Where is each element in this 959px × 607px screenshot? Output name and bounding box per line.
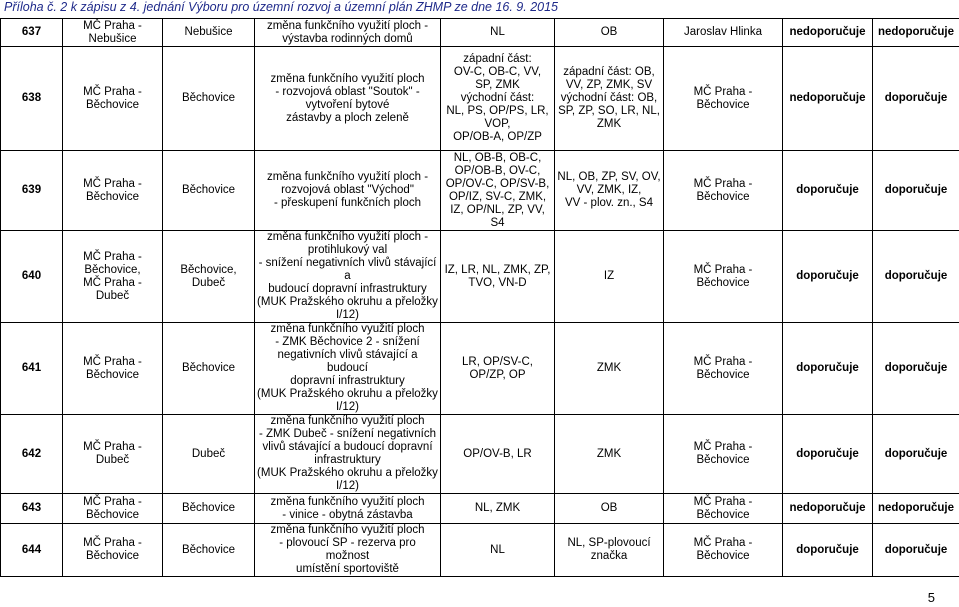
table-row (1, 19, 959, 47)
position-2-cell: doporučuje (873, 524, 959, 577)
current-use-cell: NL (441, 524, 555, 577)
proposed-use-cell: ZMK (555, 415, 664, 494)
position-2-cell: doporučuje (873, 47, 959, 151)
submitter-cell: MČ Praha - Běchovice (664, 524, 783, 577)
change-description-cell: změna funkčního využití ploch - vinice - obytná zástavba (255, 494, 441, 524)
applicant-cell: MČ Praha - Běchovice, MČ Praha - Dubeč (63, 231, 163, 323)
position-2-cell: nedoporučuje (873, 494, 959, 524)
current-use-cell: OP/OV-B, LR (441, 415, 555, 494)
proposed-use-cell: IZ (555, 231, 664, 323)
submitter-cell: MČ Praha - Běchovice (664, 494, 783, 524)
current-use-cell: západní část: OV-C, OB-C, VV, SP, ZMK východní část: NL, PS, OP/PS, LR, VOP, OP/OB-A, OP/ZP (441, 47, 555, 151)
cadastral-area-cell: Dubeč (163, 415, 255, 494)
proposed-use-cell: ZMK (555, 323, 664, 415)
position-2-cell: doporučuje (873, 151, 959, 231)
page-number: 5 (927, 590, 935, 605)
position-1-cell: doporučuje (783, 151, 873, 231)
applicant-cell: MČ Praha - Dubeč (63, 415, 163, 494)
row-number: 643 (1, 494, 63, 524)
submitter-cell: MČ Praha - Běchovice (664, 415, 783, 494)
cadastral-area-cell: Běchovice (163, 47, 255, 151)
table-row (1, 524, 959, 577)
applicant-cell: MČ Praha - Běchovice (63, 524, 163, 577)
position-2-cell: nedoporučuje (873, 19, 959, 47)
applicant-cell: MČ Praha - Nebušice (63, 19, 163, 47)
cadastral-area-cell: Běchovice (163, 494, 255, 524)
applicant-cell: MČ Praha - Běchovice (63, 494, 163, 524)
change-description-cell: změna funkčního využití ploch - rozvojová oblast "Soutok" - vytvoření bytové zástavby a ploch zeleně (255, 47, 441, 151)
row-number: 642 (1, 415, 63, 494)
position-1-cell: doporučuje (783, 231, 873, 323)
submitter-cell: MČ Praha - Běchovice (664, 323, 783, 415)
position-2-cell: doporučuje (873, 323, 959, 415)
applicant-cell: MČ Praha - Běchovice (63, 323, 163, 415)
row-number: 640 (1, 231, 63, 323)
submitter-cell: MČ Praha - Běchovice (664, 47, 783, 151)
proposed-use-cell: NL, OB, ZP, SV, OV, VV, ZMK, IZ, VV - plov. zn., S4 (555, 151, 664, 231)
current-use-cell: NL (441, 19, 555, 47)
table-row (1, 415, 959, 494)
cadastral-area-cell: Běchovice, Dubeč (163, 231, 255, 323)
change-description-cell: změna funkčního využití ploch - výstavba rodinných domů (255, 19, 441, 47)
submitter-cell: Jaroslav Hlinka (664, 19, 783, 47)
applicant-cell: MČ Praha - Běchovice (63, 151, 163, 231)
row-number: 637 (1, 19, 63, 47)
change-description-cell: změna funkčního využití ploch - rozvojová oblast "Východ" - přeskupení funkčních ploch (255, 151, 441, 231)
applicant-cell: MČ Praha - Běchovice (63, 47, 163, 151)
cadastral-area-cell: Běchovice (163, 151, 255, 231)
table-row (1, 47, 959, 151)
row-number: 641 (1, 323, 63, 415)
change-description-cell: změna funkčního využití ploch - ZMK Dubeč - snížení negativních vlivů stávající a budoucí dopravní infrastruktury (MUK Pražského okruhu a přeložky I/12) (255, 415, 441, 494)
proposed-use-cell: OB (555, 494, 664, 524)
current-use-cell: LR, OP/SV-C, OP/ZP, OP (441, 323, 555, 415)
row-number: 638 (1, 47, 63, 151)
table-row (1, 151, 959, 231)
cadastral-area-cell: Běchovice (163, 524, 255, 577)
change-description-cell: změna funkčního využití ploch - ZMK Běchovice 2 - snížení negativních vlivů stávající a budoucí dopravní infrastruktury (MUK Pražského okruhu a přeložky I/12) (255, 323, 441, 415)
table-row (1, 494, 959, 524)
submitter-cell: MČ Praha - Běchovice (664, 151, 783, 231)
position-1-cell: doporučuje (783, 524, 873, 577)
cadastral-area-cell: Běchovice (163, 323, 255, 415)
position-2-cell: doporučuje (873, 231, 959, 323)
table-row (1, 231, 959, 323)
row-number: 644 (1, 524, 63, 577)
proposals-table (0, 18, 959, 577)
position-1-cell: nedoporučuje (783, 494, 873, 524)
position-2-cell: doporučuje (873, 415, 959, 494)
change-description-cell: změna funkčního využití ploch - plovoucí SP - rezerva pro možnost umístění sportoviště (255, 524, 441, 577)
current-use-cell: NL, OB-B, OB-C, OP/OB-B, OV-C, OP/OV-C, OP/SV-B, OP/IZ, SV-C, ZMK, IZ, OP/NL, ZP, VV, S4 (441, 151, 555, 231)
current-use-cell: IZ, LR, NL, ZMK, ZP, TVO, VN-D (441, 231, 555, 323)
submitter-cell: MČ Praha - Běchovice (664, 231, 783, 323)
document-header: Příloha č. 2 k zápisu z 4. jednání Výboru pro územní rozvoj a územní plán ZHMP ze dne 16. 9. 2015 (4, 0, 559, 14)
row-number: 639 (1, 151, 63, 231)
table-row (1, 323, 959, 415)
proposed-use-cell: OB (555, 19, 664, 47)
position-1-cell: nedoporučuje (783, 19, 873, 47)
current-use-cell: NL, ZMK (441, 494, 555, 524)
position-1-cell: doporučuje (783, 323, 873, 415)
cadastral-area-cell: Nebušice (163, 19, 255, 47)
position-1-cell: nedoporučuje (783, 47, 873, 151)
proposed-use-cell: NL, SP-plovoucí značka (555, 524, 664, 577)
proposed-use-cell: západní část: OB, VV, ZP, ZMK, SV východní část: OB, SP, ZP, SO, LR, NL, ZMK (555, 47, 664, 151)
change-description-cell: změna funkčního využití ploch - protihlukový val - snížení negativních vlivů stávající a budoucí dopravní infrastruktury (MUK Pražského okruhu a přeložky I/12) (255, 231, 441, 323)
position-1-cell: doporučuje (783, 415, 873, 494)
